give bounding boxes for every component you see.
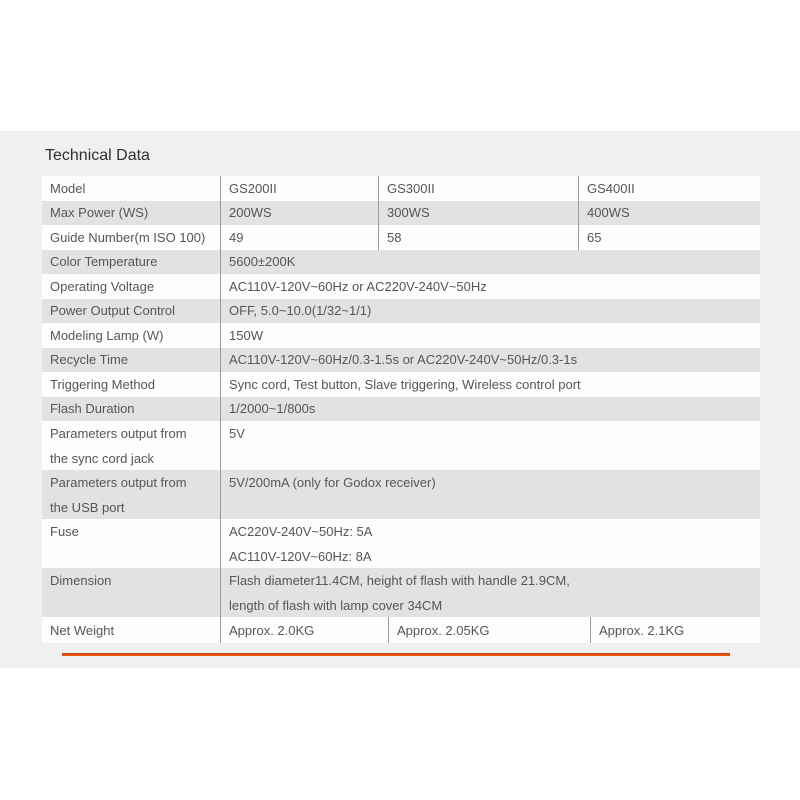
model-cell-gs300: GS300II [378,176,578,201]
max-power-cell: 400WS [578,201,760,226]
row-label [42,470,220,519]
row-value [220,519,760,568]
table-row-dimension [42,568,760,617]
row-value: 150W [220,323,760,348]
table-row-sync-cord-output [42,421,760,470]
row-value-line: AC220V-240V~50Hz: 5A [229,524,373,539]
row-label: Guide Number(m ISO 100) [50,229,206,245]
guide-number-cell: 49 [220,225,378,250]
table-row-triggering-method [42,372,760,397]
table-row-operating-voltage [42,274,760,299]
guide-number-cell: 65 [578,225,760,250]
accent-divider-rule [62,653,730,656]
row-label-line: the USB port [50,500,125,515]
row-value: 5V [220,421,760,470]
table-row-usb-output [42,470,760,519]
row-label-line: Parameters output from [50,426,187,441]
row-label: Modeling Lamp (W) [50,327,164,343]
max-power-cell: 200WS [220,201,378,226]
max-power-cell: 300WS [378,201,578,226]
row-value: 5600±200K [220,250,760,275]
row-value-line: AC110V-120V~60Hz: 8A [229,549,372,564]
row-label: Power Output Control [50,303,176,319]
table-row-recycle-time [42,348,760,373]
row-label: Max Power (WS) [50,205,149,221]
net-weight-cell: Approx. 2.0KG [220,617,388,643]
table-row-net-weight [42,617,760,643]
row-label: Color Temperature [50,254,158,270]
spec-table [42,176,760,643]
row-value-line: Flash diameter11.4CM, height of flash with handle 21.9CM, [229,573,570,588]
model-cell-gs200: GS200II [220,176,378,201]
row-label: Fuse [50,524,79,539]
table-row-power-output-control [42,299,760,324]
row-label: Operating Voltage [50,278,155,294]
page-title: Technical Data [45,147,150,164]
row-value: AC110V-120V~60Hz/0.3-1.5s or AC220V-240V~50Hz/0.3-1s [220,348,760,373]
row-label: Flash Duration [50,401,135,417]
row-label [42,421,220,470]
net-weight-cell: Approx. 2.1KG [590,617,760,643]
row-value: OFF, 5.0~10.0(1/32~1/1) [220,299,760,324]
table-row-color-temperature [42,250,760,275]
row-value-line: length of flash with lamp cover 34CM [229,598,443,613]
row-label-line: the sync cord jack [50,451,155,466]
row-label: Triggering Method [50,376,156,392]
row-value: 1/2000~1/800s [220,397,760,422]
row-label: Net Weight [50,622,115,638]
row-label: Dimension [50,573,112,588]
guide-number-cell: 58 [378,225,578,250]
row-value: 5V/200mA (only for Godox receiver) [220,470,760,519]
table-row-guide-number [42,225,760,250]
row-value: AC110V-120V~60Hz or AC220V-240V~50Hz [220,274,760,299]
row-value [220,568,760,617]
model-cell-gs400: GS400II [578,176,760,201]
table-row-fuse [42,519,760,568]
table-row-max-power [42,201,760,226]
row-value: Sync cord, Test button, Slave triggering, Wireless control port [220,372,760,397]
table-row-flash-duration [42,397,760,422]
net-weight-cell: Approx. 2.05KG [388,617,590,643]
row-label: Model [50,180,86,196]
table-row-modeling-lamp [42,323,760,348]
table-row-model [42,176,760,201]
row-label-line: Parameters output from [50,475,187,490]
row-label: Recycle Time [50,352,129,368]
